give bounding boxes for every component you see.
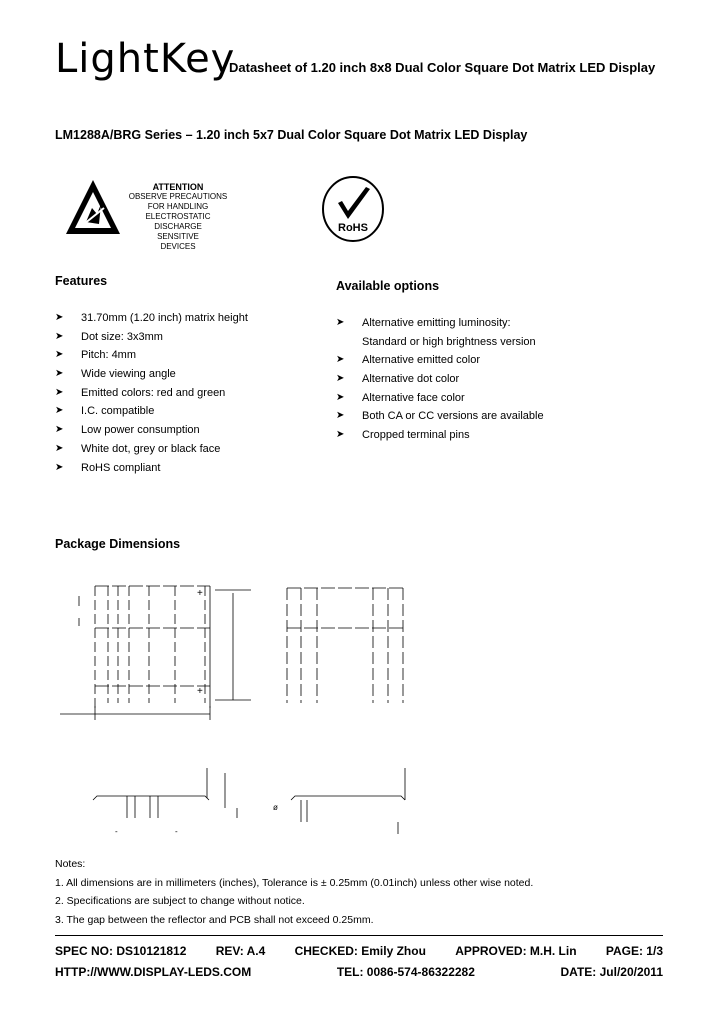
- list-item: ➤ Emitted colors: red and green: [55, 384, 315, 403]
- notes-title: Notes:: [55, 858, 86, 870]
- attention-line: DEVICES: [160, 242, 196, 251]
- checked-by: CHECKED: Emily Zhou: [294, 944, 426, 958]
- svg-text:ø: ø: [273, 803, 278, 812]
- list-item: ➤ Both CA or CC versions are available: [336, 407, 636, 426]
- list-item: ➤ Low power consumption: [55, 421, 315, 440]
- list-item: ➤ Pitch: 4mm: [55, 346, 315, 365]
- list-item: ➤ I.C. compatible: [55, 402, 315, 421]
- telephone: TEL: 0086-574-86322282: [336, 965, 475, 979]
- notes-section: [55, 855, 533, 929]
- brand-logo: LightKey: [55, 36, 236, 82]
- attention-notice: [122, 182, 234, 252]
- attention-line: FOR HANDLING: [147, 202, 209, 211]
- attention-line: DISCHARGE: [154, 222, 202, 231]
- list-item: ➤ RoHS compliant: [55, 459, 315, 478]
- esd-warning-icon: [64, 178, 122, 240]
- footer-contact-row: [55, 965, 663, 979]
- arrow-bullet-icon: ➤: [55, 330, 64, 342]
- arrow-bullet-icon: ➤: [55, 461, 64, 473]
- footer-divider: [55, 935, 663, 936]
- svg-text:-: -: [175, 827, 178, 836]
- list-item: ➤ Cropped terminal pins: [336, 426, 636, 445]
- arrow-bullet-icon: ➤: [336, 354, 345, 366]
- note-item: 3. The gap between the reflector and PCB shall not exceed 0.25mm.: [55, 913, 374, 926]
- list-item: ➤ 31.70mm (1.20 inch) matrix height: [55, 309, 315, 328]
- spec-number: SPEC NO: DS10121812: [55, 944, 187, 958]
- rohs-label: RoHS: [338, 222, 368, 234]
- list-item: ➤ Alternative emitting luminosity:: [336, 314, 636, 333]
- list-item: ➤ Alternative emitted color: [336, 351, 636, 370]
- approved-by: APPROVED: M.H. Lin: [455, 944, 577, 958]
- arrow-bullet-icon: ➤: [336, 391, 345, 403]
- arrow-bullet-icon: ➤: [55, 368, 64, 380]
- options-heading: Available options: [336, 279, 440, 293]
- attention-line: ELECTROSTATIC: [145, 212, 211, 221]
- svg-text:+: +: [197, 588, 203, 599]
- list-item: ➤ Alternative face color: [336, 389, 636, 408]
- package-heading: Package Dimensions: [55, 537, 181, 551]
- document-title: Datasheet of 1.20 inch 8x8 Dual Color Square Dot Matrix LED Display: [229, 60, 656, 75]
- footer-spec-row: [55, 944, 663, 958]
- package-dimension-drawing: [55, 578, 415, 840]
- arrow-bullet-icon: ➤: [336, 317, 345, 328]
- features-heading: Features: [55, 274, 108, 288]
- attention-title: ATTENTION: [152, 182, 204, 192]
- options-list: [336, 314, 636, 445]
- arrow-bullet-icon: ➤: [55, 312, 64, 323]
- series-title: LM1288A/BRG Series – 1.20 inch 5x7 Dual Color Square Dot Matrix LED Display: [55, 128, 528, 142]
- date: DATE: Jul/20/2011: [560, 965, 663, 979]
- revision: REV: A.4: [215, 944, 266, 958]
- website-link[interactable]: HTTP://WWW.DISPLAY-LEDS.COM: [55, 965, 252, 979]
- arrow-bullet-icon: ➤: [55, 349, 64, 361]
- list-item-sub: Standard or high brightness version: [362, 335, 536, 348]
- rohs-badge-icon: [320, 175, 386, 243]
- page-number: PAGE: 1/3: [605, 944, 663, 958]
- features-list: [55, 309, 315, 477]
- svg-text:-: -: [115, 827, 118, 836]
- note-item: 2. Specifications are subject to change without notice.: [55, 895, 305, 907]
- arrow-bullet-icon: ➤: [55, 405, 64, 417]
- list-item: ➤ Dot size: 3x3mm: [55, 328, 315, 347]
- list-item: ➤ Alternative dot color: [336, 370, 636, 389]
- arrow-bullet-icon: ➤: [55, 386, 64, 398]
- arrow-bullet-icon: ➤: [336, 429, 345, 441]
- arrow-bullet-icon: ➤: [55, 442, 64, 454]
- arrow-bullet-icon: ➤: [336, 373, 345, 385]
- list-item: ➤ White dot, grey or black face: [55, 440, 315, 459]
- list-item: ➤ Wide viewing angle: [55, 365, 315, 384]
- arrow-bullet-icon: ➤: [55, 424, 64, 436]
- note-item: 1. All dimensions are in millimeters (inches), Tolerance is ± 0.25mm (0.01inch) unless other wise noted.: [55, 876, 534, 889]
- arrow-bullet-icon: ➤: [336, 410, 345, 422]
- svg-text:+: +: [197, 686, 203, 697]
- attention-line: OBSERVE PRECAUTIONS: [128, 192, 228, 201]
- attention-line: SENSITIVE: [157, 232, 199, 241]
